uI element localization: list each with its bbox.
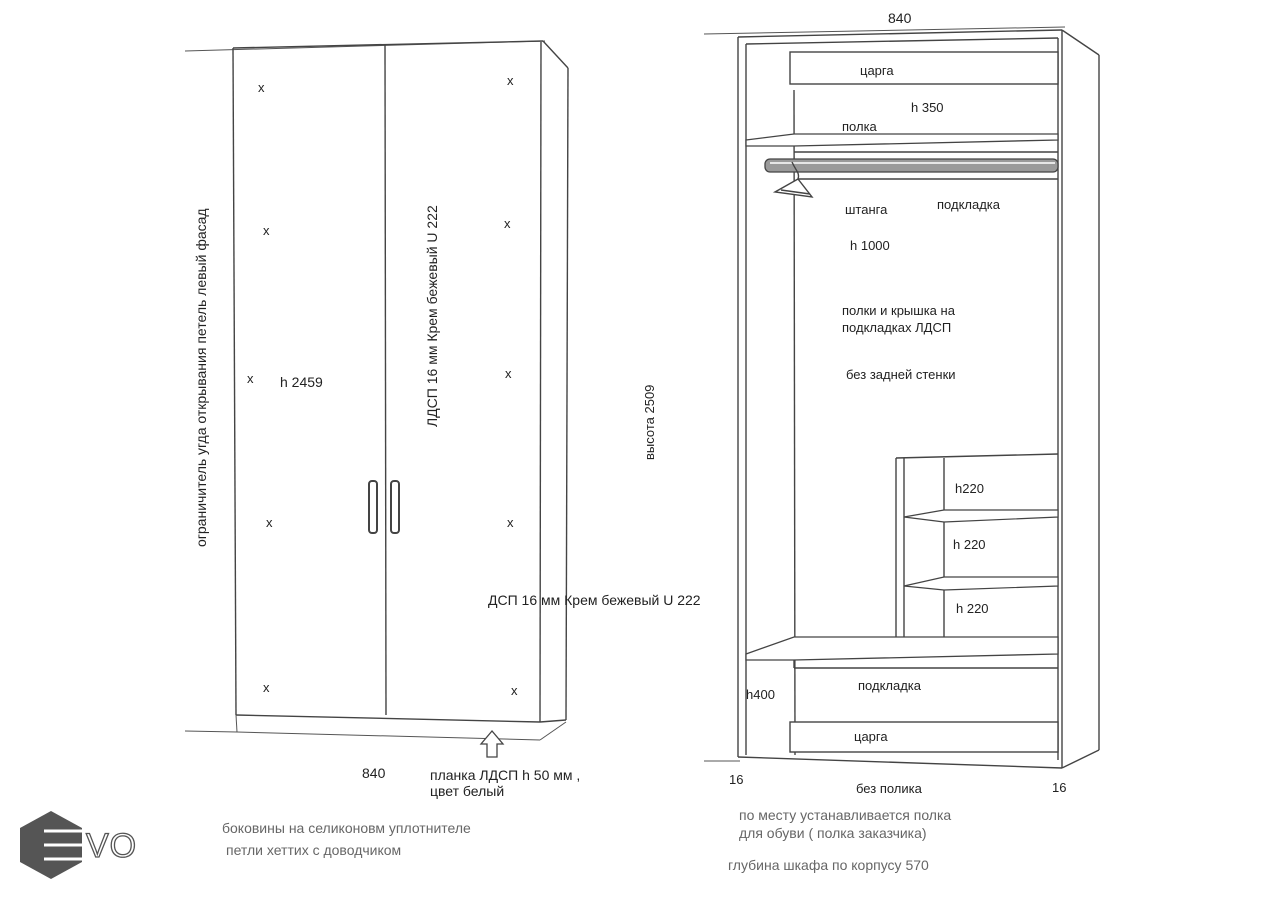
no-floor-label: без полика [856,781,922,796]
plank-label-line2: цвет белый [430,783,505,799]
logo-text: VO [86,827,138,865]
shelves-note-line1: полки и крышка на [842,303,955,318]
h1000-label: h 1000 [850,238,890,253]
hinge-mark: x [247,371,254,386]
hinge-mark: x [507,515,514,530]
hinge-mark: x [505,366,512,381]
hinge-mark: x [504,216,511,231]
hinge-limiter-note: ограничитель угда открывания петель левый фасад [193,208,209,547]
h400-label: h400 [746,687,775,702]
hinge-mark: x [263,680,270,695]
right-door-handle [391,481,399,533]
seal-note-line1: боковины на селиконовм уплотнителе [222,820,471,836]
podkladka-top-label: подкладка [937,197,1001,212]
shelf-label: полка [842,119,877,134]
left-door-handle [369,481,377,533]
hinge-mark: x [507,73,514,88]
depth-note: глубина шкафа по корпусу 570 [728,857,929,873]
total-height-label: высота 2509 [642,384,657,460]
rod-label: штанга [845,202,888,217]
top-tsarga [790,52,1058,84]
dsp-material-label: ДСП 16 мм Крем бежевый U 222 [488,592,701,608]
h220-label-1: h220 [955,481,984,496]
door-material-label: ЛДСП 16 мм Крем бежевый U 222 [424,205,440,427]
podkladka-bottom-label: подкладка [858,678,922,693]
evo-logo [20,811,137,879]
bottom-tsarga-label: царга [854,729,888,744]
h350-label: h 350 [911,100,944,115]
inner-shelf-1 [904,510,1058,522]
top-tsarga-label: царга [860,63,894,78]
bottom-tsarga [790,722,1058,752]
hinge-mark: x [511,683,518,698]
shoe-shelf-note-line1: по месту устанавливается полка [739,807,952,823]
h220-label-3: h 220 [956,601,989,616]
clothes-rod [765,159,1058,172]
bottom-shelf [746,637,1058,660]
hinge-mark: x [266,515,273,530]
door-height-label: h 2459 [280,374,323,390]
plank-arrow-icon [481,731,503,757]
top-width-label: 840 [888,10,912,26]
shoe-shelf-note-line2: для обуви ( полка заказчика) [739,825,927,841]
no-back-panel-label: без задней стенки [846,367,956,382]
hinge-mark: x [258,80,265,95]
inner-shelf-2 [904,577,1058,590]
left-wardrobe-view [185,41,580,799]
hinge-note-line2: петли хеттих с доводчиком [226,842,402,858]
hinge-mark: x [263,223,270,238]
right-wardrobe-view [704,10,1099,796]
right-thickness-label: 16 [1052,780,1067,795]
plank-label-line1: планка ЛДСП h 50 мм , [430,767,581,783]
left-width-label: 840 [362,765,386,781]
top-shelf [746,134,1058,146]
h220-label-2: h 220 [953,537,986,552]
left-thickness-label: 16 [729,772,744,787]
shelves-note-line2: подкладках ЛДСП [842,320,952,335]
